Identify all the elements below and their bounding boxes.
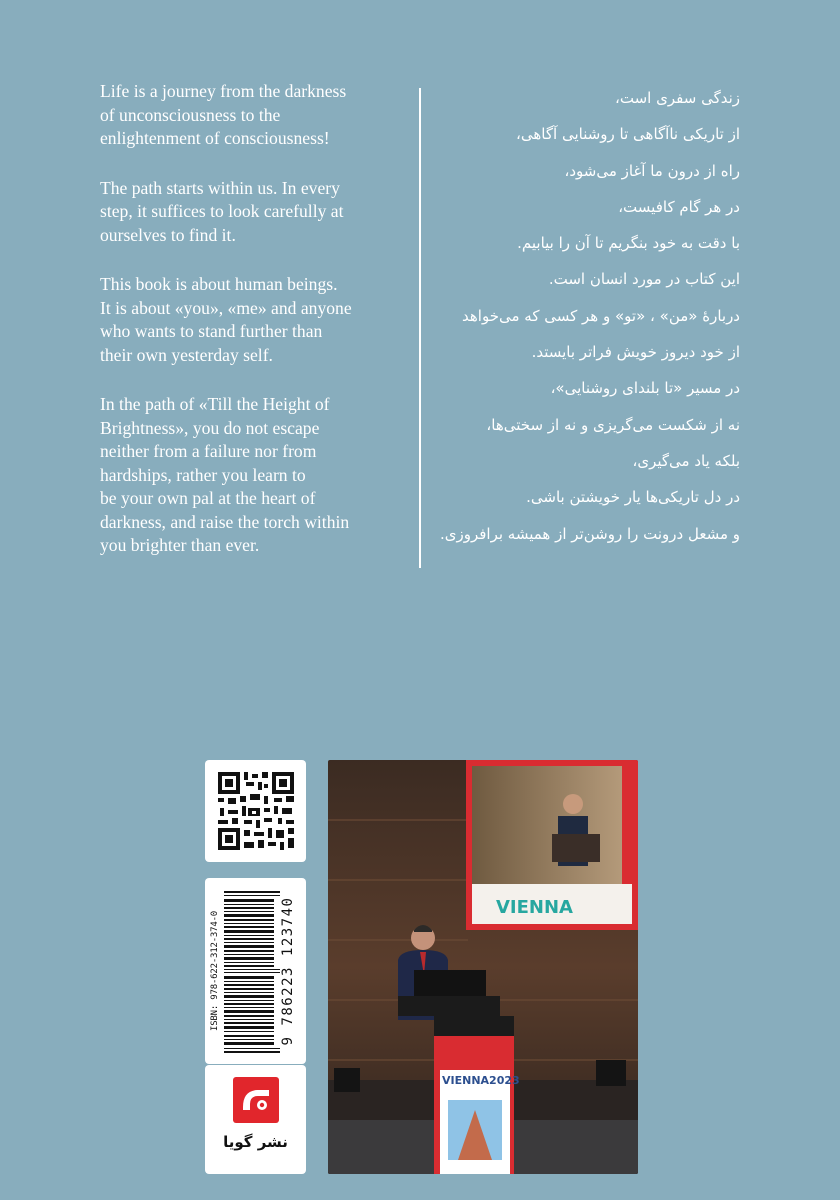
isbn-label: ISBN: 978-622-312-374-0	[210, 910, 220, 1032]
qr-code-icon	[218, 772, 294, 850]
text-line: نه از شکست می‌گریزی و نه از سختی‌ها،	[486, 415, 740, 434]
text-line: It is about «you», «me» and anyone	[100, 297, 352, 318]
english-paragraph	[100, 393, 412, 558]
publisher-logo-icon	[233, 1077, 279, 1123]
text-line: از تاریکی ناآگاهی تا روشنایی آگاهی،	[516, 125, 740, 144]
barcode-number: 9 786223 123740	[280, 896, 296, 1046]
text-line: در هر گام کافیست،	[618, 197, 740, 216]
english-paragraph	[100, 177, 412, 248]
publisher-card	[205, 1065, 306, 1174]
text-line: دربارهٔ «من» ، «تو» و هر کسی که می‌خواهد	[462, 306, 740, 325]
text-line: their own yesterday self.	[100, 344, 273, 365]
publisher-name: نشر گویا	[223, 1133, 288, 1151]
english-blurb	[100, 80, 412, 584]
text-line: Brightness», you do not escape	[100, 417, 320, 438]
text-line: In the path of «Till the Height of	[100, 394, 330, 414]
text-line: راه از درون ما آغاز می‌شود،	[564, 161, 740, 180]
text-line: بلکه یاد می‌گیری،	[632, 451, 740, 470]
text-line: و مشعل درونت را روشن‌تر از همیشه برافروزی.	[439, 524, 740, 543]
author-photo	[328, 760, 638, 1174]
text-line: of unconsciousness to the	[100, 104, 281, 125]
text-line: در مسیر «تا بلندای روشنایی»،	[550, 379, 740, 398]
text-line: be your own pal at the heart of	[100, 488, 316, 508]
podium-label: VIENNA2023	[442, 1074, 520, 1087]
isbn-barcode	[210, 883, 300, 1059]
text-line: who wants to stand further than	[100, 321, 323, 341]
screen-label: VIENNA	[496, 897, 573, 918]
text-line: زندگی سفری است،	[615, 89, 740, 107]
text-line: enlightenment of consciousness!	[100, 128, 330, 148]
isbn-barcode-card	[205, 878, 306, 1064]
text-line: The path starts within us. In every	[100, 177, 340, 198]
text-line: neither from a failure nor from	[100, 441, 317, 461]
text-line: you brighter than ever.	[100, 535, 260, 555]
text-line: darkness, and raise the torch within	[100, 511, 350, 532]
english-paragraph	[100, 80, 412, 151]
qr-code-card	[205, 760, 306, 862]
text-line: ourselves to find it.	[100, 224, 236, 245]
text-line: step, it suffices to look carefully at	[100, 201, 344, 221]
text-line: Life is a journey from the darkness	[100, 81, 347, 101]
english-paragraph	[100, 273, 412, 367]
text-line: This book is about human beings.	[100, 274, 338, 294]
text-line: hardships, rather you learn to	[100, 464, 306, 485]
column-divider	[419, 88, 421, 568]
text-line: از خود دیروز خویش فراتر بایستد.	[531, 343, 740, 362]
text-line: با دقت به خود بنگریم تا آن را بیابیم.	[517, 234, 740, 253]
text-line: در دل تاریکی‌ها یار خویشتن باشی.	[526, 488, 740, 507]
barcode-icon	[224, 889, 280, 1053]
persian-blurb	[428, 80, 740, 552]
text-line: این کتاب در مورد انسان است.	[548, 270, 740, 289]
